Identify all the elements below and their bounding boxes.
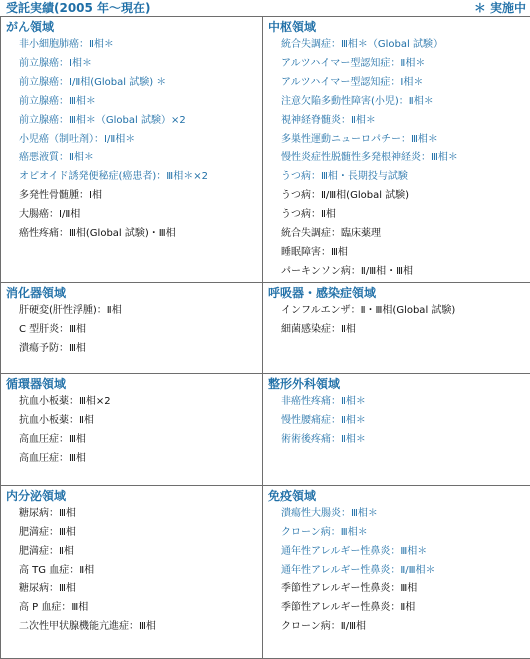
- trial-list: [268, 36, 530, 282]
- trial-item: 抗血小板薬：Ⅲ相×2: [19, 393, 262, 412]
- area-title: 中枢領域: [268, 18, 530, 36]
- trial-item: 前立腺癌：Ⅰ/Ⅱ相(Global 試験) ＊: [19, 74, 262, 93]
- trial-item: 高血圧症：Ⅲ相: [19, 450, 262, 469]
- trial-item: 統合失調症：臨床薬理: [281, 225, 530, 244]
- trial-item: 視神経脊髄炎：Ⅱ相＊: [281, 112, 530, 131]
- area-cell: [263, 485, 530, 658]
- area-cell: [1, 17, 263, 283]
- trial-item: 抗血小板薬：Ⅱ相: [19, 412, 262, 431]
- trial-list: [268, 302, 530, 340]
- trial-item: 肥満症：Ⅱ相: [19, 543, 262, 562]
- trial-list: [6, 36, 262, 244]
- trial-item: オピオイド誘発便秘症(癌患者)：Ⅲ相＊×2: [19, 168, 262, 187]
- trial-item: クローン病：Ⅲ相＊: [281, 524, 530, 543]
- trial-item: 季節性アレルギー性鼻炎：Ⅱ相: [281, 599, 530, 618]
- trial-item: 多巣性運動ニューロパチー：Ⅲ相＊: [281, 131, 530, 150]
- trial-item: 前立腺癌：Ⅲ相＊: [19, 93, 262, 112]
- therapeutic-area-grid: [0, 16, 530, 659]
- trial-item: 小児癌（制吐剤）：Ⅰ/Ⅱ相＊: [19, 131, 262, 150]
- page-header: [0, 0, 530, 16]
- trial-item: 高 TG 血症：Ⅱ相: [19, 562, 262, 581]
- trial-list: [268, 505, 530, 637]
- trial-item: アルツハイマー型認知症：Ⅱ相＊: [281, 55, 530, 74]
- area-cell: [1, 485, 263, 658]
- area-title: 呼吸器・感染症領域: [268, 284, 530, 302]
- trial-item: 細菌感染症：Ⅱ相: [281, 321, 530, 340]
- trial-item: うつ病：Ⅲ相・長期投与試験: [281, 168, 530, 187]
- trial-item: うつ病：Ⅱ/Ⅲ相(Global 試験): [281, 187, 530, 206]
- trial-item: 季節性アレルギー性鼻炎：Ⅲ相: [281, 580, 530, 599]
- area-title: 免疫領域: [268, 487, 530, 505]
- area-cell: [263, 17, 530, 283]
- trial-list: [6, 302, 262, 359]
- trial-item: 二次性甲状腺機能亢進症：Ⅲ相: [19, 618, 262, 637]
- trial-item: 大腸癌：Ⅰ/Ⅱ相: [19, 206, 262, 225]
- trial-item: パーキンソン病：Ⅱ/Ⅲ相・Ⅲ相: [281, 263, 530, 282]
- area-cell: [263, 282, 530, 373]
- trial-item: C 型肝炎：Ⅲ相: [19, 321, 262, 340]
- trial-item: うつ病：Ⅱ相: [281, 206, 530, 225]
- trial-item: 通年性アレルギー性鼻炎：Ⅲ相＊: [281, 543, 530, 562]
- trial-list: [6, 393, 262, 469]
- area-cell: [1, 373, 263, 485]
- trial-item: 慢性炎症性脱髄性多発根神経炎：Ⅲ相＊: [281, 149, 530, 168]
- area-cell: [263, 373, 530, 485]
- area-title: がん領域: [6, 18, 262, 36]
- trial-item: 癌悪液質：Ⅱ相＊: [19, 149, 262, 168]
- trial-item: 睡眠障害：Ⅲ相: [281, 244, 530, 263]
- area-title: 整形外科領域: [268, 375, 530, 393]
- area-cell: [1, 282, 263, 373]
- trial-item: インフルエンザ：Ⅱ・Ⅲ相(Global 試験): [281, 302, 530, 321]
- trial-item: 注意欠陥多動性障害(小児)：Ⅱ相＊: [281, 93, 530, 112]
- trial-item: 通年性アレルギー性鼻炎：Ⅱ/Ⅲ相＊: [281, 562, 530, 581]
- trial-item: 術術後疼痛：Ⅱ相＊: [281, 431, 530, 450]
- page-title: 受託実績(2005 年～現在): [6, 0, 151, 16]
- trial-item: 前立腺癌：Ⅲ相＊（Global 試験）×2: [19, 112, 262, 131]
- trial-item: 癌性疼痛：Ⅲ相(Global 試験)・Ⅲ相: [19, 225, 262, 244]
- trial-item: 潰瘍性大腸炎：Ⅲ相＊: [281, 505, 530, 524]
- trial-item: 非癌性疼痛：Ⅱ相＊: [281, 393, 530, 412]
- trial-item: 多発性骨髄腫：Ⅰ相: [19, 187, 262, 206]
- trial-list: [6, 505, 262, 637]
- trial-item: 高血圧症：Ⅲ相: [19, 431, 262, 450]
- area-title: 循環器領域: [6, 375, 262, 393]
- trial-item: 糖尿病：Ⅲ相: [19, 580, 262, 599]
- trial-list: [268, 393, 530, 450]
- ongoing-legend: ＊ 実施中: [474, 0, 526, 16]
- area-title: 内分泌領域: [6, 487, 262, 505]
- trial-item: 肝硬変(肝性浮腫)：Ⅱ相: [19, 302, 262, 321]
- trial-item: 統合失調症：Ⅲ相＊（Global 試験）: [281, 36, 530, 55]
- trial-item: 糖尿病：Ⅲ相: [19, 505, 262, 524]
- area-title: 消化器領域: [6, 284, 262, 302]
- trial-item: 潰瘍予防：Ⅲ相: [19, 340, 262, 359]
- trial-item: アルツハイマー型認知症：Ⅰ相＊: [281, 74, 530, 93]
- trial-item: クローン病：Ⅱ/Ⅲ相: [281, 618, 530, 637]
- trial-item: 高 P 血症：Ⅲ相: [19, 599, 262, 618]
- trial-item: 肥満症：Ⅲ相: [19, 524, 262, 543]
- trial-item: 前立腺癌：Ⅰ相＊: [19, 55, 262, 74]
- trial-item: 非小細胞肺癌：Ⅱ相＊: [19, 36, 262, 55]
- trial-item: 慢性腰痛症：Ⅱ相＊: [281, 412, 530, 431]
